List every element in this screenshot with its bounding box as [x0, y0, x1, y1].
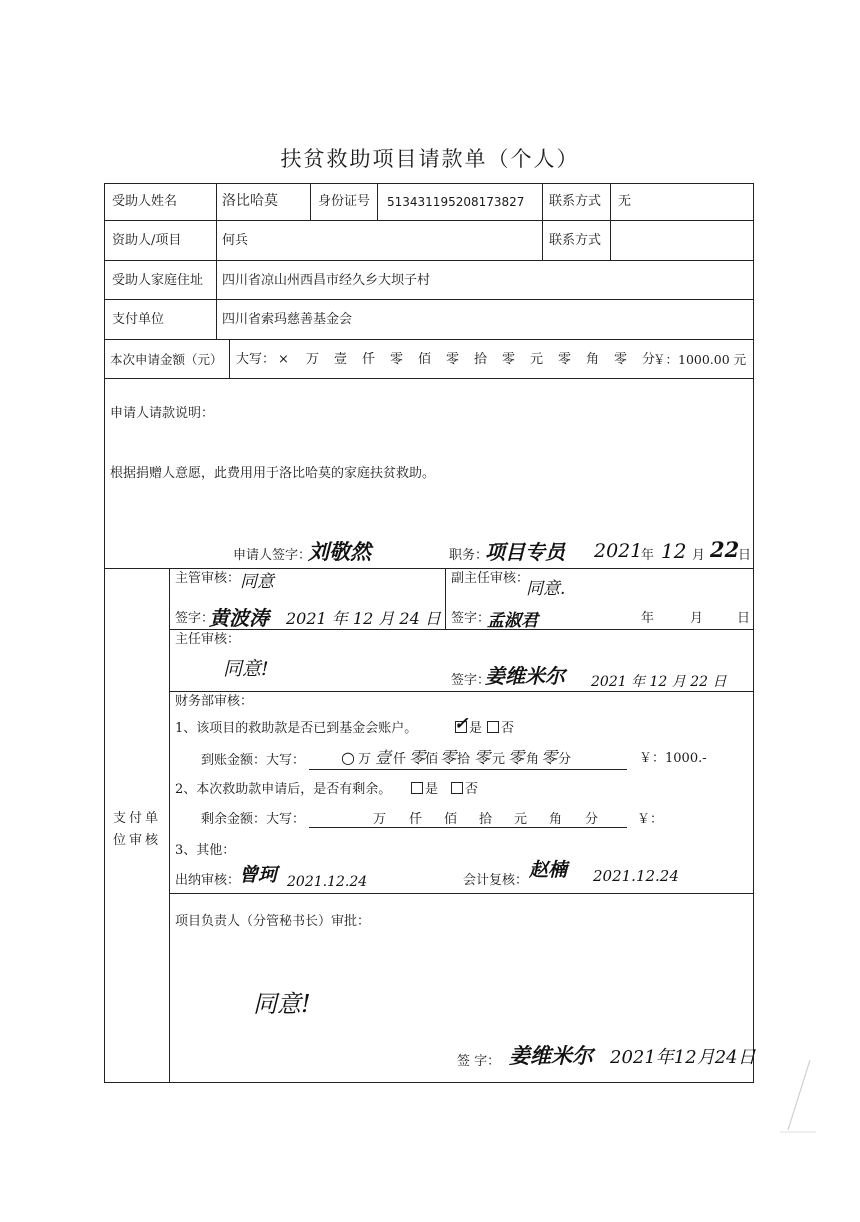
finance-label: 财务部审核：	[175, 694, 254, 709]
deputy-signature: 孟淑君	[487, 611, 538, 631]
supervisor-comment: 同意	[240, 572, 274, 592]
accountant-label: 会计复核：	[463, 873, 529, 888]
payer-label: 支付单位	[112, 312, 165, 327]
amount-label: 本次申请金额（元）	[110, 352, 223, 367]
beneficiary-name: 洛比哈莫	[222, 193, 278, 209]
contact-label: 联系方式	[549, 194, 602, 209]
pm-signature: 姜维米尔	[509, 1044, 593, 1068]
q1-no-option[interactable]: 否	[487, 721, 514, 737]
explanation-label: 申请人请款说明：	[110, 406, 215, 421]
day-unit: 日	[738, 548, 752, 563]
deputy-date-day: 日	[737, 611, 751, 626]
pm-date: 2021年12月24日	[610, 1047, 756, 1068]
id-number: 513431195208173827	[387, 195, 525, 209]
deputy-label: 副主任审核：	[451, 571, 530, 586]
contact-label-2: 联系方式	[549, 233, 602, 248]
pm-label: 项目负责人（分管秘书长）审批：	[175, 914, 371, 929]
address-value: 四川省凉山州西昌市经久乡大坝子村	[222, 273, 431, 288]
received-numeric: ￥：1000.-	[639, 751, 707, 766]
review-side-label: 支付单位审核	[113, 811, 162, 848]
form-table	[104, 183, 754, 1083]
applicant-date-year: 2021	[594, 540, 643, 562]
accountant-signature: 赵楠	[529, 859, 568, 881]
beneficiary-name-label: 受助人姓名	[112, 194, 178, 209]
q2-no-checkbox[interactable]	[451, 782, 463, 794]
pm-comment: 同意!	[253, 990, 311, 1018]
amount-capital-digits: × 万 壹 仟 零 佰 零 拾 零 元 零 角 零 分	[278, 352, 656, 367]
q3-text: 3、其他：	[175, 843, 236, 858]
director-signature: 姜维米尔	[485, 664, 565, 688]
q2-yes-checkbox[interactable]	[411, 782, 423, 794]
supervisor-signature: 黄波涛	[209, 606, 269, 630]
q1-text: 1、该项目的救助款是否已到基金会账户。	[175, 721, 418, 736]
remaining-label: 剩余金额：大写：	[201, 812, 306, 827]
sponsor-value: 何兵	[222, 233, 249, 248]
applicant-date-month: 12	[661, 539, 687, 563]
cashier-signature: 曾珂	[239, 864, 278, 886]
page-edge-artifact	[780, 1060, 820, 1140]
received-label: 到账金额：大写：	[201, 753, 306, 768]
director-date: 2021 年 12 月 22 日	[591, 674, 727, 690]
remaining-numeric: ￥：	[637, 812, 664, 827]
q1-no-checkbox[interactable]	[487, 721, 499, 733]
director-label: 主任审核：	[175, 632, 241, 647]
year-unit: 年	[641, 548, 655, 563]
received-digits: ○ 万 壹 仟 零佰 零拾 零 元 零 角 零分	[341, 748, 572, 767]
q1-yes-check-mark: ✓	[454, 714, 469, 734]
month-unit: 月	[692, 548, 706, 563]
applicant-date-day: 22	[710, 537, 740, 562]
sponsor-label: 资助人/项目	[112, 233, 182, 248]
director-comment: 同意!	[223, 658, 269, 680]
cashier-date: 2021.12.24	[287, 874, 368, 890]
q2-no-option[interactable]: 否	[451, 782, 478, 798]
deputy-date-year: 年	[641, 611, 655, 626]
received-underline	[309, 769, 627, 770]
id-label: 身份证号	[318, 194, 371, 209]
position-label: 职务：	[449, 548, 489, 563]
applicant-sign-label: 申请人签字：	[233, 548, 312, 563]
q2-yes-option[interactable]: 是	[411, 782, 438, 798]
deputy-comment: 同意.	[526, 579, 566, 599]
q2-text: 2、本次救助款申请后，是否有剩余。	[175, 782, 392, 797]
remaining-units: 万 仟 佰 拾 元 角 分	[373, 812, 599, 827]
supervisor-date: 2021 年 12 月 24 日	[286, 609, 441, 628]
address-label: 受助人家庭住址	[112, 273, 204, 288]
remaining-underline	[309, 827, 627, 828]
explanation-text: 根据捐赠人意愿，此费用用于洛比哈莫的家庭扶贫救助。	[110, 466, 436, 481]
payer-value: 四川省索玛慈善基金会	[222, 312, 353, 327]
q1-yes-option[interactable]: 是	[455, 721, 482, 737]
supervisor-sign-label: 签字：	[175, 611, 215, 626]
amount-numeric: ￥：1000.00 元	[653, 352, 747, 367]
accountant-date: 2021.12.24	[593, 867, 679, 885]
cashier-label: 出纳审核：	[175, 873, 241, 888]
applicant-signature: 刘敬然	[308, 540, 371, 564]
deputy-date-month: 月	[690, 611, 704, 626]
director-sign-label: 签字：	[451, 673, 491, 688]
contact-value: 无	[618, 194, 632, 209]
position-value: 项目专员	[485, 540, 565, 564]
deputy-sign-label: 签字：	[451, 611, 491, 626]
supervisor-label: 主管审核：	[175, 571, 241, 586]
pm-sign-label: 签 字：	[457, 1054, 501, 1069]
form-title: 扶贫救助项目请款单（个人）	[280, 147, 580, 171]
amount-capital-prefix: 大写：	[236, 352, 276, 367]
